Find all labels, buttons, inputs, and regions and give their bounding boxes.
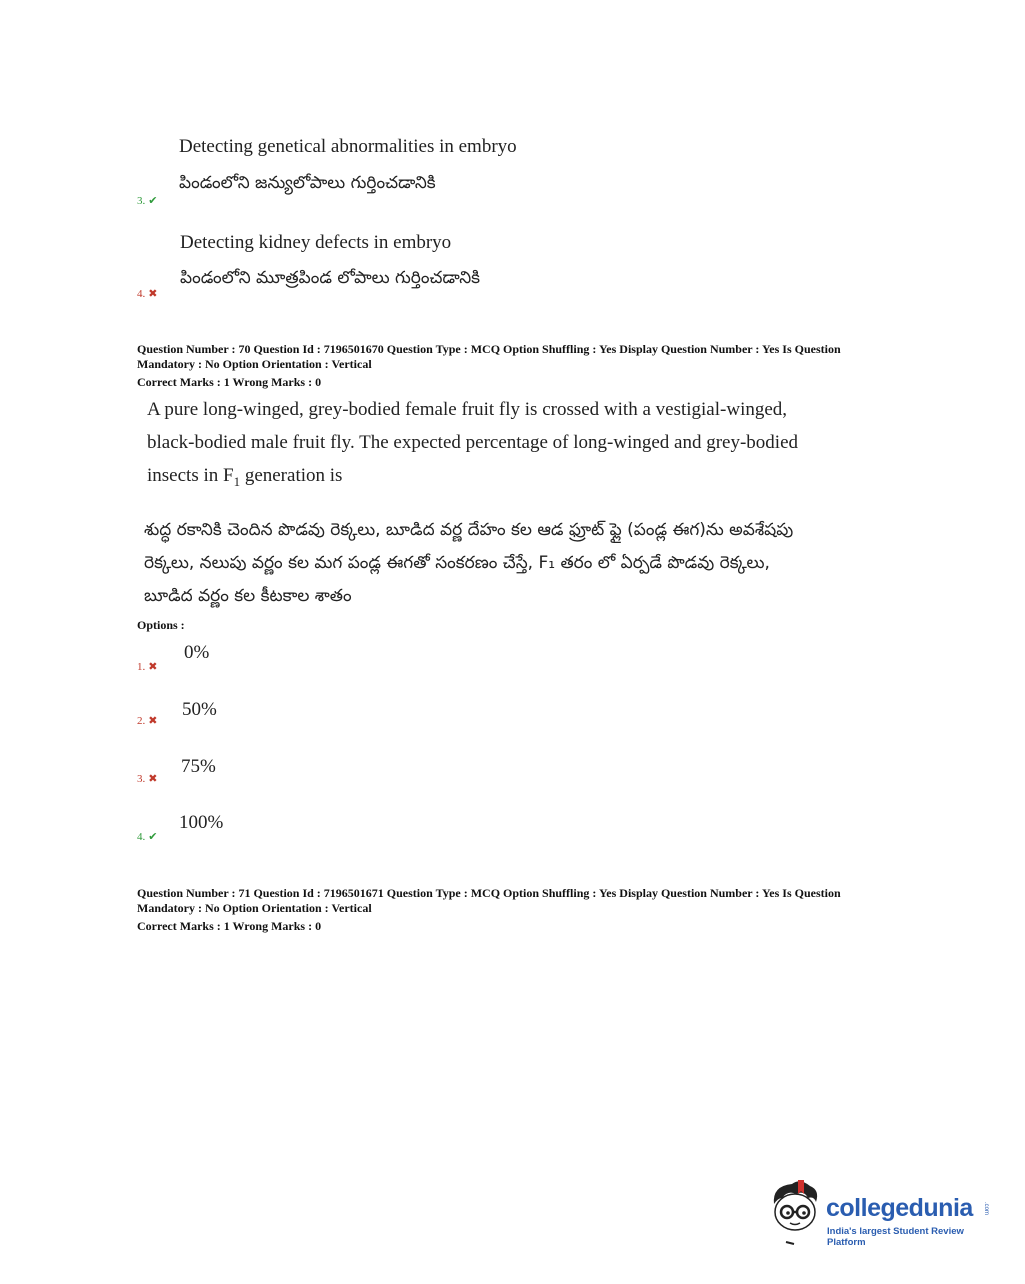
logo-wordmark: collegedunia [826, 1194, 973, 1222]
question-70-stem-te [144, 514, 904, 613]
option-3-text: 75% [181, 756, 216, 777]
stem-te-line2: రెక్కలు, నలుపు వర్ణం కల మగ పండ్ల ఈగతో సంకరణం చేస్తే, F₁ తరం లో ఏర్పడే పొడవు రెక్కలు, [144, 553, 770, 573]
option-4-text-te: పిండంలోని మూత్రపిండ లోపాలు గుర్తించడానికి [180, 268, 481, 288]
stem-en-line3: insects in $F_1$ generation is [147, 465, 343, 489]
stem-en-line1: A pure long-winged, grey-bodied female fruit fly is crossed with a vestigial-winged, [147, 399, 788, 420]
logo-tagline: India's largest Student Review Platform [827, 1226, 964, 1248]
option-4-number: 4. ✔ [137, 831, 158, 843]
question-71-marks: Correct Marks : 1 Wrong Marks : 0 [137, 919, 322, 933]
cross-icon: ✖ [148, 288, 158, 300]
question-71-meta-line1: Question Number : 71 Question Id : 7196501671 Question Type : MCQ Option Shuffling : Yes Display Question Number : Yes Is Question [137, 886, 841, 900]
question-70-meta-line1: Question Number : 70 Question Id : 7196501670 Question Type : MCQ Option Shuffling : Yes Display Question Number : Yes Is Question [137, 342, 841, 356]
option-3-text-te: పిండంలోని జన్యులోపాలు గుర్తించడానికి [179, 173, 436, 193]
mascot-icon [764, 1176, 826, 1246]
collegedunia-logo [764, 1176, 994, 1246]
question-71-meta [137, 886, 937, 934]
cross-icon: ✖ [148, 661, 158, 673]
cross-icon: ✖ [148, 715, 158, 727]
stem-en-line2: black-bodied male fruit fly. The expected percentage of long-winged and grey-bodied [147, 432, 799, 453]
option-1-text: 0% [184, 642, 210, 663]
cross-icon: ✖ [148, 773, 158, 785]
option-3-number: 3. ✔ [137, 195, 158, 207]
question-70-marks: Correct Marks : 1 Wrong Marks : 0 [137, 375, 322, 389]
option-4-number: 4. ✖ [137, 288, 158, 300]
question-70-stem-en [147, 393, 907, 498]
stem-te-line3: బూడిద వర్ణం కల కీటకాల శాతం [144, 586, 352, 606]
option-4-text-en: Detecting kidney defects in embryo [180, 232, 452, 253]
option-3-text-en: Detecting genetical abnormalities in embryo [179, 136, 517, 157]
logo-com: .com [983, 1202, 989, 1216]
option-1-number: 1. ✖ [137, 661, 158, 673]
option-2-number: 2. ✖ [137, 715, 158, 727]
option-4-text: 100% [179, 812, 224, 833]
check-icon: ✔ [148, 831, 158, 843]
question-71-meta-line2: Mandatory : No Option Orientation : Vertical [137, 901, 372, 915]
options-label: Options : [137, 618, 185, 632]
option-2-text: 50% [182, 699, 217, 720]
check-icon: ✔ [148, 195, 158, 207]
question-70-meta [137, 342, 937, 390]
question-70-meta-line2: Mandatory : No Option Orientation : Vertical [137, 357, 372, 371]
option-3-number: 3. ✖ [137, 773, 158, 785]
stem-te-line1: శుద్ధ రకానికి చెందిన పొడవు రెక్కలు, బూడిద వర్ణ దేహం కల ఆడ ఫ్రూట్ ఫ్లై (పండ్ల ఈగ)ను అవశేషపు [144, 520, 794, 540]
